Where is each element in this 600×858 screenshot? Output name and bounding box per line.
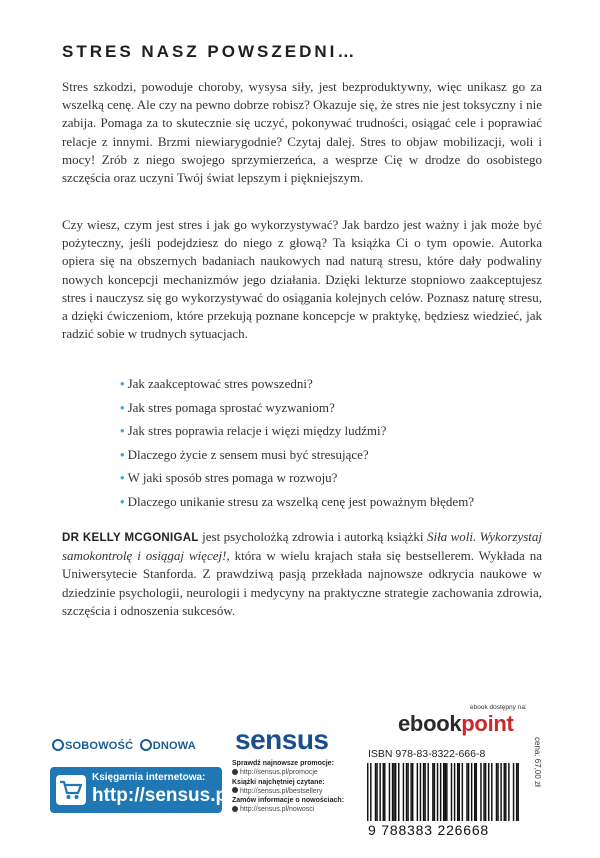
promo-link[interactable]: http://sensus.pl/bestsellery [232,787,362,796]
barcode-bar [485,763,486,821]
series-logo: SOBOWOŚĆ DNOWA [52,739,196,752]
bullet-icon: • [120,399,125,415]
barcode-bar [480,763,481,821]
barcode-bar [407,763,408,821]
globe-icon [232,806,238,812]
promo-heading: Książki najchętniej czytane: [232,778,325,786]
barcode-bar [389,763,390,821]
bullet-icon: • [120,376,125,391]
barcode-bar [395,763,396,821]
list-item: • W jaki sposób stres pomaga w rozwoju? [120,470,338,486]
barcode-bar [375,763,376,821]
barcode-bar [410,763,411,821]
bullet-icon: • [120,423,125,439]
barcode-bar [476,763,477,821]
barcode-bar [497,763,498,821]
barcode-bar [451,763,452,821]
description-paragraph-2: Czy wiesz, czym jest stres i jak go wykorzystywać? Jak bardzo jest ważny i jak może być pożyteczny, jeśli podejdziesz do niego z głową? Ta książka Ci o tym opowie. Autorka opiera się na obszernych badaniach naukowych nad naturą stresu, które dały podwaliny nowych koncepcji mechanizmów jego działania. Dzięki lekturze stopniowo zaakceptujesz stres i nauczysz się go wykorzystywać do osiągania kolejnych celów. Poznasz naturę stresu, a dzięki ćwiczeniom, które przekują poznane koncepcje w praktykę, będziesz wiedzieć, jak radzić sobie w trudnych sytuacjach. [62,217,542,342]
bullet-icon: • [120,470,125,486]
ebook-note: ebook dostępny na: [470,704,527,711]
barcode-bar [459,763,460,821]
barcode-bar [471,763,472,821]
bullet-icon: • [120,493,125,509]
barcode-bar [516,763,517,821]
bullet-icon: • [120,446,125,462]
barcode-bar [446,763,447,821]
promo-link[interactable]: http://sensus.pl/nowosci [232,805,362,814]
question-list [120,372,540,514]
cover-heading: STRES NASZ POWSZEDNI… [62,42,358,61]
online-bookstore-badge[interactable] [50,767,233,813]
barcode-bar [383,763,384,821]
barcode-bar [424,763,425,821]
barcode-number: 9 788383 226668 [368,822,489,838]
barcode-bar [427,763,428,821]
ebookpoint-logo: ebookpoint [398,711,514,736]
bookstore-url[interactable]: http://sensus.pl [92,785,233,806]
barcode-bar [432,763,433,821]
barcode-bar [392,763,393,821]
barcode-bar [508,763,509,821]
list-item: • Dlaczego unikanie stresu za wszelką cenę jest poważnym błędem? [120,493,475,509]
promo-link[interactable]: http://sensus.pl/promocje [232,768,362,777]
barcode-bar [434,763,435,821]
o-ring-icon [52,739,64,751]
list-item: • Jak stres pomaga sprostać wyzwaniom? [120,399,335,415]
barcode-bar [500,763,501,821]
promo-info [232,759,362,815]
globe-icon [232,769,238,775]
list-item: • Dlaczego życie z sensem musi być stresujące? [120,446,369,462]
barcode-bar [370,763,371,821]
globe-icon [232,787,238,793]
list-item: • Jak zaakceptować stres powszedni? [120,376,313,391]
barcode-icon [367,763,519,821]
o-ring-icon [140,739,152,751]
barcode-bar [443,763,444,821]
barcode-bar [483,763,484,821]
barcode-bar [393,763,394,821]
barcode-bar [367,763,368,821]
barcode-bar [491,763,492,821]
barcode-bar [379,763,380,821]
promo-heading: Zamów informacje o nowościach: [232,797,345,805]
shopping-cart-icon [56,775,86,805]
barcode-bar [496,763,497,821]
description-paragraph-1: Stres szkodzi, powoduje choroby, wysysa siły, jest bezproduktywny, więc unikasz go za wszelką cenę. Ale czy na pewno dobrze robisz? Okazuje się, że stres nie jest toksyczny i nie zabija. Pomaga za to skutecznie się uczyć, pokonywać trudności, osiągać cele i poprawiać relacje z innymi. Brzmi niewiarygodnie? Czytaj dalej. Stres to objaw mobilizacji, woli i mocy! Zrób z niego swojego sprzymierzeńca, a wesprze Cię w drodze do osobistego szczęścia oraz uczyni Twój świat lepszym i piękniejszym. [62,79,542,186]
barcode-bar [488,763,489,821]
barcode-bar [384,763,385,821]
barcode-bar [457,763,458,821]
barcode-bar [420,763,421,821]
publisher-logo: sensus [235,724,329,755]
barcode-bar [466,763,467,821]
barcode-bar [503,763,504,821]
promo-heading: Sprawdź najnowsze promocje: [232,760,334,767]
barcode-bar [406,763,407,821]
barcode-bar [440,763,441,821]
barcode-bar [454,763,455,821]
barcode-bar [423,763,424,821]
book-title: Siła woli. Wykorzystaj samokontrolę i osiągaj więcej! [62,529,542,564]
barcode-bar [462,763,463,821]
author-bio: DR KELLY MCGONIGAL jest psycholożką zdrowia i autorką książki Siła woli. Wykorzystaj samokontrolę i osiągaj więcej!, która w wielu krajach stała się bestsellerem. Wykłada na Uniwersytecie Stanforda. Z prawdziwą pasją przekłada najnowsze odkrycia naukowe w dziedzinie psychologii, neurologii i medycyny na praktyczne strategie zachowania zdrowia, szczęścia i odnoszenia sukcesów. [62,529,542,618]
price-label: cena: 67,00 zł [533,737,542,787]
barcode-bar [417,763,418,821]
barcode-bar [398,763,399,821]
list-item: • Jak stres poprawia relacje i więzi między ludźmi? [120,423,387,439]
barcode-bar [437,763,438,821]
barcode-bar [403,763,404,821]
barcode-bar [513,763,514,821]
barcode-bar [517,763,518,821]
barcode-bar [412,763,413,821]
barcode-bar [376,763,377,821]
author-name: DR KELLY MCGONIGAL [62,532,199,544]
barcode-bar [468,763,469,821]
barcode-bar [445,763,446,821]
barcode-bar [474,763,475,821]
isbn-number: ISBN 978-83-8322-666-8 [368,748,486,760]
bookstore-label: Księgarnia internetowa: [92,772,206,783]
barcode-bar [505,763,506,821]
